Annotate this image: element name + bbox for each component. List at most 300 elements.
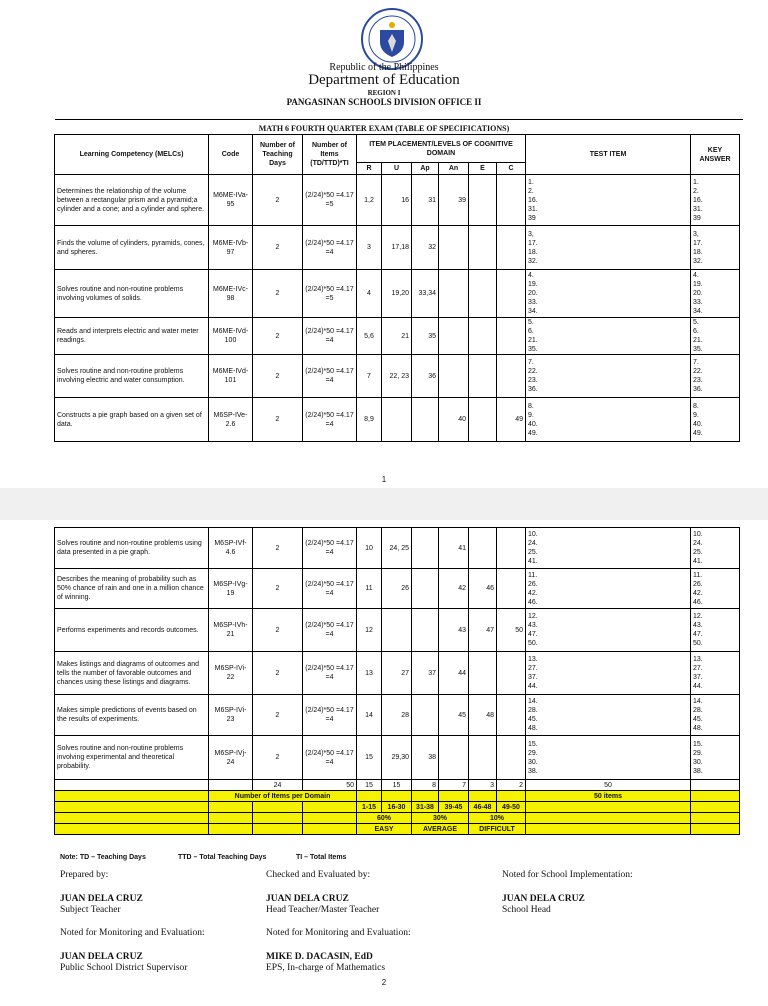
code-cell: M6ME-IVb-97 [209,226,253,270]
test-item-line: 39 [528,214,536,222]
competency-cell: Performs experiments and records outcomes. [55,609,209,652]
level-cell: 10 [357,528,382,569]
range-cell: 39-45 [439,802,469,813]
level-cell: 36 [412,355,439,398]
level-cell [497,528,526,569]
items-per-domain-label: Number of Items per Domain [209,791,357,802]
range-cell: 49-50 [497,802,526,813]
level-cell: 1,2 [357,175,382,226]
table-row [55,736,740,780]
level-cell [412,569,439,609]
key-answer-line: 32. [693,257,703,265]
difficulty-cell: EASY [357,824,412,835]
formula-cell: (2/24)*50 =4.17 =4 [303,528,357,569]
checked-name: JUAN DELA CRUZ [266,894,349,904]
key-answer-cell [691,528,740,569]
formula-cell: (2/24)*50 =4.17 =4 [303,609,357,652]
test-item-line: 23. [528,377,538,384]
total-level: 15 [382,780,412,791]
level-cell [497,695,526,736]
level-header: Ap [412,163,439,175]
test-item-line: 13. [528,656,538,663]
key-answer-line: 4. [693,272,699,279]
test-item-line: 17. [528,239,538,247]
competency-cell: Determines the relationship of the volume between a rectangular prism and a pyramid;a cylinder and a cone; and a cylinder and sphere. [55,175,209,226]
noted-me1-label: Noted for Monitoring and Evaluation: [60,928,205,938]
key-answer-line: 5. [693,319,699,326]
formula-cell: (2/24)*50 =4.17 =5 [303,270,357,318]
level-cell: 24, 25 [382,528,412,569]
formula-cell: (2/24)*50 =4.17 =4 [303,355,357,398]
percent-cell: 10% [469,813,526,824]
test-item-line: 5. [528,319,534,326]
test-item-line: 48. [528,725,538,732]
level-cell: 28 [382,695,412,736]
header-days: Number of Teaching Days [253,135,303,175]
key-answer-line: 9. [693,411,699,419]
table-row [55,398,740,442]
test-item-cell [526,355,691,398]
key-answer-line: 42. [693,589,703,597]
formula-cell: (2/24)*50 =4.17 =4 [303,569,357,609]
key-answer-line: 40. [693,420,703,428]
test-item-line: 38. [528,767,538,775]
key-answer-line: 18. [693,248,703,256]
level-cell [469,226,497,270]
deped-seal-icon [361,8,423,70]
formula-cell: (2/24)*50 =4.17 =5 [303,175,357,226]
test-item-cell [526,270,691,318]
days-cell: 2 [253,270,303,318]
key-answer-line: 2. [693,187,699,195]
competency-cell: Constructs a pie graph based on a given set of data. [55,398,209,442]
table-body-page-2 [55,528,740,780]
tos-table-page-2 [54,527,740,835]
level-cell: 29,30 [382,736,412,780]
key-answer-line: 8. [693,402,699,410]
level-cell: 16 [382,175,412,226]
level-cell: 14 [357,695,382,736]
total-test-item: 50 [526,780,691,791]
range-cell: 46-48 [469,802,497,813]
key-answer-cell [691,609,740,652]
tos-table-page-1 [54,134,740,442]
level-cell: 19,20 [382,270,412,318]
level-cell [412,609,439,652]
table-row [55,355,740,398]
difficulty-cell: DIFFICULT [469,824,526,835]
level-cell: 13 [357,652,382,695]
key-answer-line: 37. [693,674,703,681]
level-cell [439,226,469,270]
page-1 [0,0,768,488]
key-answer-line: 19. [693,281,703,288]
test-item-line: 10. [528,531,538,538]
days-cell: 2 [253,226,303,270]
key-answer-line: 12. [693,613,703,620]
table-row [55,609,740,652]
key-answer-cell [691,318,740,355]
competency-cell: Solves routine and non-routine problems involving electric and water consumption. [55,355,209,398]
range-cell: 16-30 [382,802,412,813]
checked-title: Head Teacher/Master Teacher [266,905,380,915]
level-cell [497,569,526,609]
test-item-cell [526,318,691,355]
exam-title: MATH 6 FOURTH QUARTER EXAM (TABLE OF SPECIFICATIONS) [258,124,510,133]
level-cell: 15 [357,736,382,780]
competency-cell: Makes listings and diagrams of outcomes and tells the number of favorable outcomes and chances using these listings and diagrams. [55,652,209,695]
department-name: Department of Education [308,72,460,88]
key-answer-cell [691,569,740,609]
level-cell: 31 [412,175,439,226]
code-cell: M6SP-IVg-19 [209,569,253,609]
code-cell: M6SP-IVh-21 [209,609,253,652]
key-answer-line: 14. [693,698,703,705]
formula-cell: (2/24)*50 =4.17 =4 [303,398,357,442]
level-cell: 12 [357,609,382,652]
key-answer-cell [691,652,740,695]
level-cell [469,318,497,355]
key-answer-line: 29. [693,749,703,757]
level-cell: 50 [497,609,526,652]
days-cell: 2 [253,398,303,442]
key-answer-line: 10. [693,531,703,538]
total-days: 24 [253,780,303,791]
level-header: C [497,163,526,175]
test-item-line: 21. [528,337,538,344]
noted-me2-label: Noted for Monitoring and Evaluation: [266,928,411,938]
region-line: REGION I [367,89,401,97]
key-answer-line: 3, [693,230,699,238]
test-item-line: 24. [528,540,538,547]
prepared-name: JUAN DELA CRUZ [60,894,143,904]
test-item-line: 50. [528,640,538,647]
level-cell [497,226,526,270]
level-cell [497,652,526,695]
test-item-cell [526,175,691,226]
key-answer-line: 48. [693,725,703,732]
total-level: 3 [469,780,497,791]
level-cell: 26 [382,569,412,609]
level-cell: 40 [439,398,469,442]
level-cell: 38 [412,736,439,780]
key-answer-line: 41. [693,558,703,565]
level-cell [382,398,412,442]
test-item-line: 45. [528,716,538,723]
formula-cell: (2/24)*50 =4.17 =4 [303,736,357,780]
republic-line: Republic of the Philippines [329,62,439,73]
level-cell: 42 [439,569,469,609]
test-item-line: 19. [528,281,538,288]
key-answer-cell [691,175,740,226]
level-cell: 33,34 [412,270,439,318]
level-cell [497,355,526,398]
prepared-label: Prepared by: [60,870,109,880]
key-answer-line: 46. [693,598,703,606]
header-code: Code [209,135,253,175]
test-item-cell [526,695,691,736]
key-answer-cell [691,736,740,780]
key-answer-line: 7. [693,359,699,366]
test-item-line: 44. [528,683,538,690]
test-item-line: 7. [528,359,534,366]
test-item-line: 37. [528,674,538,681]
level-cell: 39 [439,175,469,226]
table-body-page-1 [55,175,740,442]
header-key-answer: KEY ANSWER [691,135,740,175]
page-number: 1 [381,475,387,484]
key-answer-line: 26. [693,580,703,588]
key-answer-line: 45. [693,716,703,723]
code-cell: M6SP-IVf-4.6 [209,528,253,569]
competency-cell: Reads and interprets electric and water meter readings. [55,318,209,355]
level-cell [439,736,469,780]
noted-me1-title: Public School District Supervisor [60,963,188,973]
test-item-line: 34. [528,308,538,315]
level-cell [439,318,469,355]
level-cell [497,270,526,318]
test-item-line: 18. [528,248,538,256]
level-cell [382,609,412,652]
key-answer-line: 39 [693,214,701,222]
competency-cell: Finds the volume of cylinders, pyramids, cones, and spheres. [55,226,209,270]
level-cell [439,355,469,398]
key-answer-line: 13. [693,656,703,663]
difficulty-cell: AVERAGE [412,824,469,835]
header-placement: ITEM PLACEMENT/LEVELS OF COGNITIVE DOMAIN [357,135,526,163]
code-cell: M6ME-IVc-98 [209,270,253,318]
header-items: Number of Items (TD/TTD)*TI [303,135,357,175]
test-item-line: 3, [528,230,534,238]
header-divider [55,119,743,120]
code-cell: M6ME-IVd-100 [209,318,253,355]
code-cell: M6SP-IVi-22 [209,652,253,695]
formula-cell: (2/24)*50 =4.17 =4 [303,652,357,695]
code-cell: M6SP-IVe-2.6 [209,398,253,442]
level-cell [469,355,497,398]
total-items: 50 [303,780,357,791]
key-answer-cell [691,695,740,736]
page-2 [0,520,768,1006]
days-cell: 2 [253,175,303,226]
test-item-line: 42. [528,589,538,597]
test-item-line: 30. [528,758,538,766]
code-cell: M6ME-IVa-95 [209,175,253,226]
total-level: 7 [439,780,469,791]
days-cell: 2 [253,609,303,652]
level-cell [497,318,526,355]
key-answer-line: 49. [693,429,703,437]
key-answer-line: 16. [693,196,703,204]
test-item-line: 49. [528,429,538,437]
test-item-line: 46. [528,598,538,606]
page-gap [0,488,768,520]
level-cell [412,398,439,442]
key-answer-line: 24. [693,540,703,547]
key-answer-line: 6. [693,328,699,335]
note-ttd: TTD – Total Teaching Days [178,854,267,861]
level-cell: 45 [439,695,469,736]
level-cell: 43 [439,609,469,652]
level-cell: 32 [412,226,439,270]
level-cell: 35 [412,318,439,355]
competency-cell: Solves routine and non-routine problems involving volumes of solids. [55,270,209,318]
test-item-line: 35. [528,346,538,353]
prepared-title: Subject Teacher [60,905,121,915]
test-item-line: 8. [528,402,534,410]
key-answer-line: 28. [693,707,703,714]
days-cell: 2 [253,355,303,398]
days-cell: 2 [253,736,303,780]
level-cell [469,175,497,226]
test-item-line: 26. [528,580,538,588]
noted-me1-name: JUAN DELA CRUZ [60,952,143,962]
test-item-line: 27. [528,665,538,672]
key-answer-line: 21. [693,337,703,344]
code-cell: M6ME-IVd-101 [209,355,253,398]
level-cell: 49 [497,398,526,442]
level-cell: 48 [469,695,497,736]
key-answer-line: 47. [693,631,703,638]
test-item-line: 2. [528,187,534,195]
key-answer-line: 23. [693,377,703,384]
level-header: R [357,163,382,175]
key-answer-line: 20. [693,290,703,297]
table-row [55,569,740,609]
level-cell: 7 [357,355,382,398]
level-cell [497,736,526,780]
test-item-line: 4. [528,272,534,279]
level-cell [412,528,439,569]
division-line: PANGASINAN SCHOOLS DIVISION OFFICE II [286,97,482,107]
days-cell: 2 [253,318,303,355]
level-cell [412,695,439,736]
competency-cell: Solves routine and non-routine problems using data presented in a pie graph. [55,528,209,569]
key-answer-line: 25. [693,549,703,556]
note-ti: TI – Total Items [296,854,347,861]
test-item-line: 11. [528,571,538,579]
code-cell: M6SP-IVj-24 [209,736,253,780]
level-cell: 47 [469,609,497,652]
competency-cell: Solves routine and non-routine problems involving experimental and theoretical probability. [55,736,209,780]
test-item-line: 43. [528,622,538,629]
test-item-line: 22. [528,368,538,375]
items-note: 50 items [526,791,691,802]
checked-label: Checked and Evaluated by: [266,870,371,880]
level-cell [439,270,469,318]
test-item-line: 14. [528,698,538,705]
table-row [55,226,740,270]
range-cell: 1-15 [357,802,382,813]
key-answer-line: 50. [693,640,703,647]
formula-cell: (2/24)*50 =4.17 =4 [303,226,357,270]
competency-cell: Describes the meaning of probability such as 50% chance of rain and one in a million chance of winning. [55,569,209,609]
key-answer-line: 11. [693,571,703,579]
days-cell: 2 [253,652,303,695]
level-cell: 21 [382,318,412,355]
key-answer-line: 1. [693,178,699,186]
table-row [55,270,740,318]
level-header: An [439,163,469,175]
percent-cell: 60% [357,813,412,824]
key-answer-line: 33. [693,299,703,306]
level-cell: 22, 23 [382,355,412,398]
level-cell: 37 [412,652,439,695]
level-cell [469,652,497,695]
key-answer-line: 44. [693,683,703,690]
test-item-line: 36. [528,386,538,393]
level-cell [469,736,497,780]
table-row [55,528,740,569]
key-answer-line: 34. [693,308,703,315]
key-answer-line: 38. [693,767,703,775]
level-header: U [382,163,412,175]
level-cell: 5,6 [357,318,382,355]
total-level: 15 [357,780,382,791]
key-answer-line: 31. [693,205,703,213]
test-item-cell [526,609,691,652]
noted-me2-title: EPS, In-charge of Mathematics [266,963,386,973]
key-answer-line: 35. [693,346,703,353]
level-cell [469,528,497,569]
level-cell: 44 [439,652,469,695]
test-item-cell [526,736,691,780]
level-cell [469,270,497,318]
test-item-line: 12. [528,613,538,620]
test-item-cell [526,226,691,270]
key-answer-line: 17. [693,239,703,247]
key-answer-line: 36. [693,386,703,393]
test-item-cell [526,528,691,569]
total-level: 2 [497,780,526,791]
code-cell: M6SP-IVi-23 [209,695,253,736]
test-item-line: 47. [528,631,538,638]
key-answer-cell [691,355,740,398]
formula-cell: (2/24)*50 =4.17 =4 [303,318,357,355]
test-item-line: 16. [528,196,538,204]
level-cell: 17,18 [382,226,412,270]
note-td: Note: TD – Teaching Days [60,854,146,861]
test-item-line: 1. [528,178,534,186]
days-cell: 2 [253,695,303,736]
competency-cell: Makes simple predictions of events based on the results of experiments. [55,695,209,736]
test-item-cell [526,398,691,442]
key-answer-line: 27. [693,665,703,672]
test-item-line: 29. [528,749,538,757]
level-cell: 27 [382,652,412,695]
level-cell: 3 [357,226,382,270]
test-item-cell [526,652,691,695]
formula-cell: (2/24)*50 =4.17 =4 [303,695,357,736]
level-cell: 41 [439,528,469,569]
noted-impl-name: JUAN DELA CRUZ [502,894,585,904]
level-cell [469,398,497,442]
key-answer-cell [691,270,740,318]
level-cell: 8,9 [357,398,382,442]
test-item-line: 31. [528,205,538,213]
percent-cell: 30% [412,813,469,824]
table-row [55,652,740,695]
level-header: E [469,163,497,175]
days-cell: 2 [253,528,303,569]
test-item-line: 6. [528,328,534,335]
range-cell: 31-38 [412,802,439,813]
noted-impl-label: Noted for School Implementation: [502,870,633,880]
days-cell: 2 [253,569,303,609]
key-answer-line: 43. [693,622,703,629]
level-cell: 46 [469,569,497,609]
table-row [55,695,740,736]
